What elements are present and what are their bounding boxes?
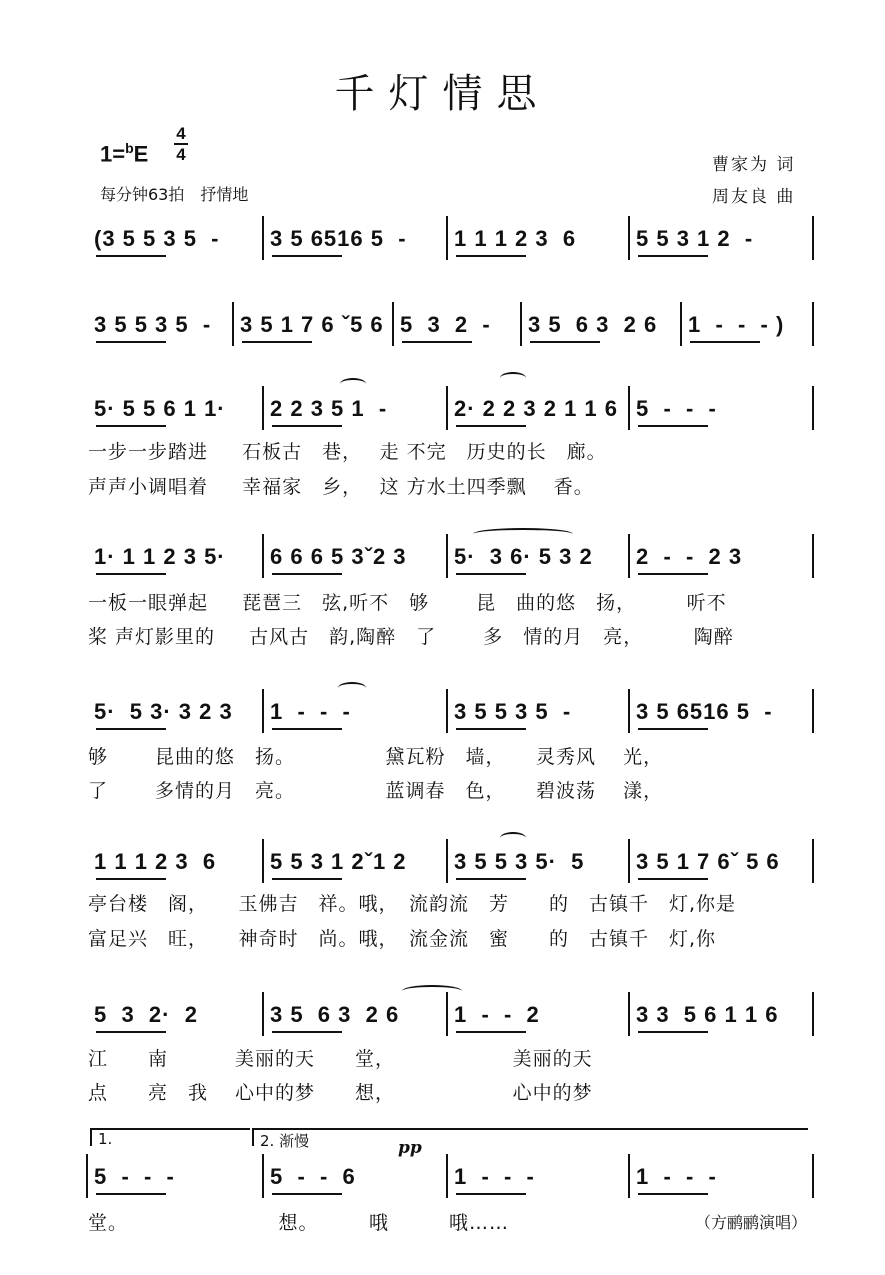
beam-line bbox=[272, 1193, 342, 1195]
beam-line bbox=[272, 728, 342, 730]
beam-line bbox=[456, 1031, 526, 1033]
beam-line bbox=[96, 341, 166, 343]
bar-line bbox=[446, 689, 448, 733]
bar-line bbox=[446, 839, 448, 883]
meter-top: 4 bbox=[176, 124, 186, 143]
bar-line bbox=[520, 302, 522, 346]
beam-line bbox=[456, 255, 526, 257]
slur-arc bbox=[500, 832, 526, 844]
slur-arc bbox=[473, 528, 573, 540]
bar-line bbox=[812, 386, 814, 430]
beam-line bbox=[272, 425, 342, 427]
bar-line bbox=[680, 302, 682, 346]
bar-line bbox=[262, 992, 264, 1036]
beam-line bbox=[456, 573, 526, 575]
beam-line bbox=[96, 1031, 166, 1033]
lyricist-credit: 曹家为 词 bbox=[712, 155, 796, 175]
bar-line bbox=[446, 992, 448, 1036]
bar-line bbox=[628, 386, 630, 430]
measure: 3 5 6516 5 - bbox=[270, 226, 407, 251]
bar-line bbox=[812, 302, 814, 346]
lyric-line: 声声小调唱着 幸福家 乡， 这 方水土四季飘 香。 bbox=[88, 476, 594, 498]
measure: 1 - - - bbox=[636, 1164, 717, 1189]
measure: 3 5 6 3 2 6 bbox=[528, 312, 658, 337]
measure: 5 - - - bbox=[94, 1164, 175, 1189]
measure: 5 - - - bbox=[636, 396, 717, 421]
measure: 3 5 5 3 5 - bbox=[454, 699, 572, 724]
measure: 3 5 6516 5 - bbox=[636, 699, 773, 724]
bar-line bbox=[262, 534, 264, 578]
beam-line bbox=[638, 878, 708, 880]
slur-arc bbox=[338, 682, 366, 694]
lyric-line: 点 亮 我 心中的梦 想， 心中的梦 bbox=[88, 1082, 593, 1104]
measure: 3 3 5 6 1 1 6 bbox=[636, 1002, 779, 1027]
slur-arc bbox=[500, 372, 526, 384]
measure: 5· 5 3· 3 2 3 bbox=[94, 699, 233, 724]
beam-line bbox=[638, 1193, 708, 1195]
beam-line bbox=[638, 728, 708, 730]
measure: 2 2 3 5 1 - bbox=[270, 396, 388, 421]
beam-line bbox=[638, 1031, 708, 1033]
key-label: 1= bbox=[100, 141, 126, 167]
measure: (3 5 5 3 5 - bbox=[94, 226, 220, 251]
bar-line bbox=[812, 992, 814, 1036]
measure: 5 5 3 1 2ˇ1 2 bbox=[270, 849, 407, 874]
measure: 3 5 5 3 5 - bbox=[94, 312, 212, 337]
measure: 3 5 1 7 6ˇ 5 6 bbox=[636, 849, 780, 874]
song-title: 千灯情思 bbox=[334, 71, 551, 117]
bar-line bbox=[628, 689, 630, 733]
bar-line bbox=[446, 1154, 448, 1198]
bar-line bbox=[262, 1154, 264, 1198]
bar-line bbox=[812, 1154, 814, 1198]
bar-line bbox=[86, 1154, 88, 1198]
measure: 5 3 2· 2 bbox=[94, 1002, 198, 1027]
key-signature bbox=[100, 140, 148, 167]
lyric-line: 一板一眼弹起 琵琶三 弦,听不 够 昆 曲的悠 扬， 听不 bbox=[88, 592, 727, 614]
bar-line bbox=[812, 839, 814, 883]
slur-arc bbox=[340, 378, 366, 390]
measure: 5 5 3 1 2 - bbox=[636, 226, 754, 251]
beam-line bbox=[272, 1031, 342, 1033]
bar-line bbox=[262, 216, 264, 260]
beam-line bbox=[96, 878, 166, 880]
composer-credit: 周友良 曲 bbox=[712, 187, 796, 207]
measure: 1 - - - bbox=[270, 699, 351, 724]
measure: 5 - - 6 bbox=[270, 1164, 356, 1189]
bar-line bbox=[628, 1154, 630, 1198]
bar-line bbox=[262, 386, 264, 430]
bar-line bbox=[628, 216, 630, 260]
beam-line bbox=[272, 255, 342, 257]
measure: 5 3 2 - bbox=[400, 312, 491, 337]
measure: 3 5 5 3 5· 5 bbox=[454, 849, 585, 874]
measure: 1· 1 1 2 3 5· bbox=[94, 544, 226, 569]
bar-line bbox=[812, 216, 814, 260]
lyric-line: 了 多情的月 亮。 蓝调春 色， 碧波荡 漾， bbox=[88, 780, 664, 802]
measure: 3 5 6 3 2 6 bbox=[270, 1002, 400, 1027]
measure: 5· 5 5 6 1 1· bbox=[94, 396, 226, 421]
lyric-line: 够 昆曲的悠 扬。 黛瓦粉 墙， 灵秀风 光， bbox=[88, 746, 664, 768]
beam-line bbox=[638, 255, 708, 257]
beam-line bbox=[96, 425, 166, 427]
bar-line bbox=[262, 839, 264, 883]
key-note: E bbox=[133, 141, 149, 167]
tempo-marking: 每分钟63拍 抒情地 bbox=[100, 185, 249, 204]
bar-line bbox=[628, 839, 630, 883]
bar-line bbox=[392, 302, 394, 346]
beam-line bbox=[456, 728, 526, 730]
bar-line bbox=[446, 386, 448, 430]
volta-1: 1. bbox=[90, 1128, 250, 1146]
measure: 6 6 6 5 3ˇ2 3 bbox=[270, 544, 407, 569]
bar-line bbox=[628, 992, 630, 1036]
beam-line bbox=[96, 728, 166, 730]
meter-bottom: 4 bbox=[176, 145, 186, 164]
lyric-line: 桨 声灯影里的 古风古 韵,陶醉 了 多 情的月 亮， 陶醉 bbox=[88, 626, 734, 648]
beam-line bbox=[96, 1193, 166, 1195]
beam-line bbox=[456, 1193, 526, 1195]
bar-line bbox=[232, 302, 234, 346]
time-signature bbox=[174, 124, 188, 164]
lyric-line: 一步一步踏进 石板古 巷， 走 不完 历史的长 廊。 bbox=[88, 441, 607, 463]
bar-line bbox=[628, 534, 630, 578]
beam-line bbox=[638, 425, 708, 427]
measure: 3 5 1 7 6 ˇ5 6 bbox=[240, 312, 384, 337]
beam-line bbox=[530, 341, 600, 343]
beam-line bbox=[96, 255, 166, 257]
measure: 2 - - 2 3 bbox=[636, 544, 743, 569]
beam-line bbox=[690, 341, 760, 343]
beam-line bbox=[242, 341, 312, 343]
flat-sign: b bbox=[125, 140, 134, 156]
measure: 1 - - 2 bbox=[454, 1002, 540, 1027]
bar-line bbox=[812, 534, 814, 578]
beam-line bbox=[456, 878, 526, 880]
slur-arc bbox=[402, 985, 462, 997]
bar-line bbox=[262, 689, 264, 733]
measure: 1 - - - bbox=[454, 1164, 535, 1189]
dynamic-marking: pp bbox=[398, 1138, 422, 1158]
measure: 2· 2 2 3 2 1 1 6 bbox=[454, 396, 618, 421]
measure: 5· 3 6· 5 3 2 bbox=[454, 544, 593, 569]
beam-line bbox=[272, 573, 342, 575]
beam-line bbox=[402, 341, 472, 343]
bar-line bbox=[446, 216, 448, 260]
beam-line bbox=[272, 878, 342, 880]
beam-line bbox=[96, 573, 166, 575]
measure: 1 - - - ) bbox=[688, 312, 785, 337]
lyric-line: 江 南 美丽的天 堂， 美丽的天 bbox=[88, 1048, 593, 1070]
bar-line bbox=[446, 534, 448, 578]
lyric-line: 堂。 想。 哦 哦…… bbox=[88, 1212, 510, 1234]
measure: 1 1 1 2 3 6 bbox=[94, 849, 217, 874]
beam-line bbox=[638, 573, 708, 575]
volta-2: 2. 渐慢 bbox=[252, 1128, 808, 1146]
lyric-line: 富足兴 旺， 神奇时 尚。哦， 流金流 蜜 的 古镇千 灯,你 bbox=[88, 928, 717, 950]
singer-credit: （方鹂鹂演唱） bbox=[694, 1213, 807, 1232]
measure: 1 1 1 2 3 6 bbox=[454, 226, 577, 251]
bar-line bbox=[812, 689, 814, 733]
beam-line bbox=[456, 425, 526, 427]
lyric-line: 亭台楼 阁， 玉佛吉 祥。哦， 流韵流 芳 的 古镇千 灯,你是 bbox=[88, 893, 737, 915]
